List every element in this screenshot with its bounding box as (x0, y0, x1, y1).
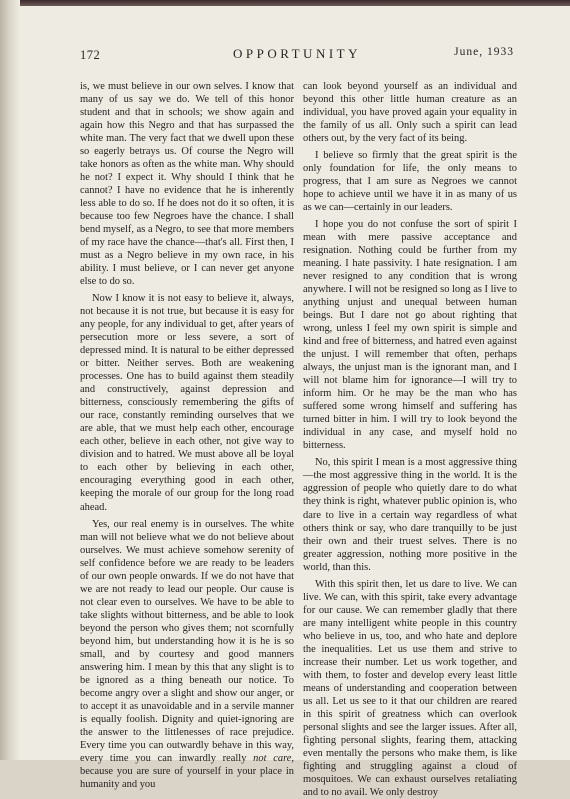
paragraph (80, 518, 294, 791)
left-column (80, 80, 294, 791)
paragraph-text: because you are sure of yourself in your place in humanity and you (80, 765, 294, 790)
emphasis-text: not care, (253, 752, 294, 764)
paragraph-text: Yes, our real enemy is in ourselves. The white man will not believe what we do not believe about ourselves. We must achieve somehow serenity of self confidence before we are ready to be leaders of our own people onwards. If we do not have that we are not ready to lead our people. Our cause is not clear even to ourselves. We have to be able to take slights without bitterness, and be able to look beyond the person who gives them; not scornfully beyond him, but understanding how it is he is so small, and by courtesy and good manners answering him. I mean by this that any slight is to be ignored as a thing beneath our notice. To become angry over a slight and show our anger, or to accept it as unavoidable and in a servile manner is equally foolish. Dignity and quiet-ignoring are the answer to the littlenesses of race prejudice. Every time you can outwardly behave in this way, every time you can inwardly really (80, 518, 294, 764)
paragraph: I hope you do not confuse the sort of spirit I mean with mere passive acceptance and resignation. Nothing could be further from my meaning. I hate passivity. I hate resignation. I am never resigned to any condition that is wrong anywhere. I will not be resigned so long as I live to anything unjust and unequal between human beings. But I dare not go about righting that wrong, unless I feel my own spirit is simple and kind and free of bitterness, and hatred even against the unjust. I will remember that often, perhaps always, the unjust man is the ignorant man, and I will not blame him for ignorance—I will try to inform him. Or he may be the man who has suffered some wrong himself and suffering has turned bitter in him. I will try to look beyond the individual in any case, and myself hold no bitterness. (303, 219, 517, 452)
paragraph: Now I know it is not easy to believe it, always, not because it is not true, but because it is easy for any people, for any individual to get, after years of persecution more or less severe, a sort of depressed mind. It is natural to be either depressed or bitter. Neither serves. Both are weakening processes. One has to build against them steadily and constructively, against depression and bitterness, consciously remembering the gifts of our race, constantly reminding ourselves that we are able, that we must help each other, encourage each other, believe in each other, not give way to division and to hatred. We must above all be loyal to each other by believing in each other, encouraging everything good in each other, keeping the morale of our group for the long road ahead. (80, 293, 294, 513)
binding-gutter (0, 0, 20, 760)
page-number: 172 (80, 48, 101, 62)
page-top-edge (0, 0, 570, 6)
paragraph: No, this spirit I mean is a most aggressive thing—the most aggressive thing in the world. It is the aggression of people who quietly dare to do what they think is right, whatever public opinion is, who dare to live in a certain way regardless of what others think or say, who dare tranquilly to be just their own and their truest selves. There is no greater aggression, nothing more positive in the world, than this. (303, 457, 517, 573)
page-header (80, 44, 514, 64)
paragraph: can look beyond yourself as an individual and beyond this other little human creature as an individual, you have proved again your equality in the family of us all. Only such a spirit can lead others out, by the very fact of its being. (303, 81, 517, 145)
right-column (303, 80, 517, 799)
paragraph: I believe so firmly that the great spirit is the only foundation for life, the only means to progress, that I am sure as Negroes we cannot hope to achieve until we have it in as many of us as we can—certainly in our leaders. (303, 150, 517, 214)
paragraph: With this spirit then, let us dare to live. We can live. We can, with this spirit, take every advantage for our cause. We can remember gladly that there are many intelligent white people in this country who believe in us, too, and who hate and deplore the inequalities. Let us use them and strive to increase their number. Let us work together, and with them, to foster and develop every least little means of understanding and cooperation between us all. Let us see to it that our children are reared in this spirit of greatness which can overlook personal slights and see the larger issues. After all, fighting personal slights, fearing them, attacking even mentally the persons who make them, is like fighting and struggling against a cloud of mosquitoes. We can exhaust ourselves retaliating and to no avail. We only destroy (303, 578, 517, 798)
journal-title: OPPORTUNITY (232, 46, 361, 61)
issue-date: June, 1933 (454, 46, 514, 58)
paragraph: is, we must believe in our own selves. I know that many of us say we do. We tell of this honor student and that in schools; we show again and again how this Negro and that has surpassed the white man. The very fact that we dwell upon these so eagerly betrays us. Of course the Negro will take honors as often as the white man. Why should he not? I expect it. Why should I think that he cannot? I have no evidence that he is inherently less able to do so. If he does not do it so often, it is because too few Negroes have the chance. I shall bend myself, as a Negro, to see that more members of my race have the chance—that's all. First then, I must as a Negro believe in my own race, in his ability. I must believe, or I can never get anyone else to do so. (80, 81, 294, 288)
